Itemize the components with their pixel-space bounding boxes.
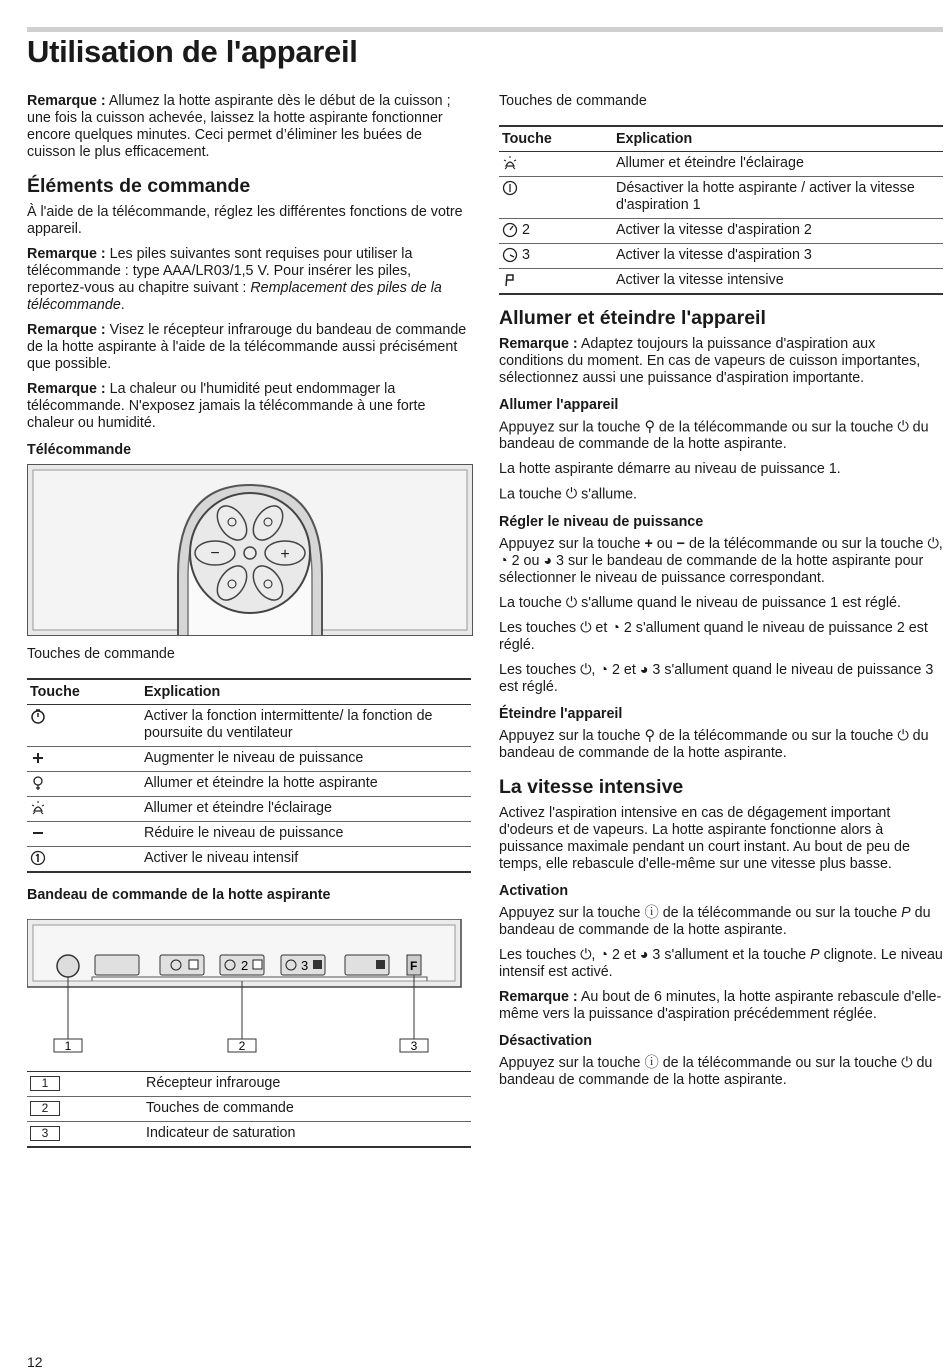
switch-on-text: Appuyez sur la touche ⚲ de la télécommande ou sur la touche ⏻ du bandeau de commande de la hotte aspirante. (499, 419, 929, 453)
power-icon: ⏻ (580, 661, 592, 678)
table-row: Allumer et éteindre l'éclairage (499, 152, 943, 177)
hood-on-icon (30, 775, 46, 791)
elements-text: À l'aide de la télécommande, réglez les différentes fonctions de votre appareil. (27, 204, 463, 237)
right-column (499, 93, 943, 1097)
speed2-icon: ◔ (599, 946, 608, 963)
col-header-key: Touche (499, 126, 613, 152)
table-row: 3 Indicateur de saturation (27, 1122, 471, 1148)
power-icon: ⏻ (565, 486, 578, 503)
page-title: Utilisation de l'appareil (27, 34, 358, 69)
remote-figure (27, 464, 473, 636)
note-infrared: Remarque : Visez le récepteur infrarouge du bandeau de commande de la hotte aspirante à l'aide de la télécommande aussi précisément que possible. (27, 322, 467, 372)
heading-remote: Télécommande (27, 442, 132, 458)
table-row: Activer la vitesse intensive (499, 269, 943, 295)
timer-icon (30, 708, 46, 724)
heading-set-level: Régler le niveau de puissance (499, 513, 704, 530)
intensive-p-icon: P (810, 946, 820, 963)
speed2-icon (502, 222, 518, 238)
level3-text: Les touches ⏻, ◔ 2 et ◕ 3 s'allument quand le niveau de puissance 3 est réglé. (499, 661, 934, 695)
speed2-icon: ◔ (499, 552, 508, 569)
table-row: Désactiver la hotte aspirante / activer la vitesse d'aspiration 1 (499, 177, 943, 219)
intensive-icon (30, 850, 46, 866)
page-number: 12 (27, 1354, 43, 1370)
hood-on-icon: ⚲ (644, 727, 655, 744)
remote-minus-label: − (210, 545, 220, 562)
light-icon (502, 155, 518, 171)
power-icon: ⏻ (580, 619, 592, 636)
caption-panel-keys: Touches de commande (499, 93, 647, 109)
panel-speed2-label: 2 (241, 958, 249, 973)
table-row: Activer le niveau intensif (27, 847, 471, 873)
power-icon: ⏻ (565, 594, 578, 611)
table-row: 2 Touches de commande (27, 1097, 471, 1122)
activation-status: Les touches ⏻, ◔ 2 et ◕ 3 s'allument et la touche P clignote. Le niveau intensif est activé. (499, 946, 943, 980)
hood-on-icon: ⚲ (644, 419, 655, 435)
note-batteries: Remarque : Les piles suivantes sont requises pour utiliser la télécommande : type AAA/LR03/1,5 V. Pour insérer les piles, reportez-vous au chapitre suivant : Remplacement des piles de la télécommande. (27, 246, 442, 313)
heading-activation: Activation (499, 882, 569, 899)
heading-intensive: La vitesse intensive (499, 775, 684, 798)
table-row: Augmenter le niveau de puissance (27, 747, 471, 772)
speed2-icon: ◔ (599, 661, 608, 678)
table-row: Allumer et éteindre l'éclairage (27, 797, 471, 822)
switch-off-text: Appuyez sur la touche ⚲ de la télécommande ou sur la touche ⏻ du bandeau de commande de la hotte aspirante. (499, 727, 929, 761)
note-6min: Remarque : Au bout de 6 minutes, la hotte aspirante rebascule d'elle-même vers la puissance d'aspiration précédemment réglée. (499, 988, 942, 1022)
panel-light-button (95, 955, 139, 975)
plus-icon (30, 750, 46, 766)
intensive-icon: ⓘ (644, 1054, 659, 1071)
activation-text: Appuyez sur la touche ⓘ de la télécommande ou sur la touche P du bandeau de commande de la hotte aspirante. (499, 904, 931, 938)
heading-panel: Bandeau de commande de la hotte aspirante (27, 887, 331, 903)
light-icon (30, 800, 46, 816)
level1-text: La touche ⏻ s'allume quand le niveau de puissance 1 est réglé. (499, 594, 901, 611)
remote-illustration (28, 465, 472, 635)
panel-keys-table (499, 125, 943, 295)
heading-on-off: Allumer et éteindre l'appareil (499, 307, 766, 329)
top-rule (27, 27, 943, 32)
speed3-icon: ◕ (639, 661, 649, 678)
speed2-icon: ◔ (611, 619, 620, 636)
col-header-key: Touche (27, 679, 141, 705)
power-icon: ⏻ (927, 535, 939, 552)
intensive-icon: ⓘ (644, 904, 659, 921)
table-row: 2 Activer la vitesse d'aspiration 2 (499, 219, 943, 244)
intensive-p-icon: P (901, 904, 911, 921)
minus-icon: − (676, 535, 686, 552)
note-power: Remarque : Adaptez toujours la puissance d'aspiration aux conditions du moment. En cas de vapeurs de cuisson importantes, sélectionnez aussi une puissance d'aspiration importante. (499, 336, 921, 386)
callout-2: 2 (238, 1039, 246, 1053)
switch-on-lit: La touche ⏻ s'allume. (499, 486, 638, 503)
remote-plus-label: + (280, 546, 290, 563)
ir-receiver (57, 955, 79, 977)
panel-speed3-label: 3 (301, 958, 309, 973)
power-icon: ⏻ (901, 1054, 913, 1071)
left-column (27, 93, 471, 1148)
intensive-p-icon (502, 272, 518, 288)
level2-text: Les touches ⏻ et ◔ 2 s'allument quand le niveau de puissance 2 est réglé. (499, 619, 928, 653)
intensive-text: Activez l'aspiration intensive en cas de dégagement important d'odeurs et de vapeurs. La hotte aspirante fonctionne alors à puissance maximale pendant un court instant. Au bout de peu de temps, elle rebascule d'elle-même sur une vitesse plus basse. (499, 804, 910, 872)
table-row: 1 Récepteur infrarouge (27, 1072, 471, 1097)
speed3-icon (502, 247, 518, 263)
minus-icon (30, 825, 46, 841)
power-icon: ⏻ (897, 419, 909, 435)
table-row: Réduire le niveau de puissance (27, 822, 471, 847)
power-icon: ⏻ (897, 727, 909, 744)
panel-illustration (27, 919, 471, 1069)
heading-switch-off: Éteindre l'appareil (499, 705, 623, 722)
heading-elements: Éléments de commande (27, 175, 251, 197)
set-level-text: Appuyez sur la touche + ou − de la télécommande ou sur la touche ⏻, ◔ 2 ou ◕ 3 sur le bandeau de commande de la hotte aspirante pour sélectionner le niveau de puissance correspondant. (499, 535, 943, 586)
heading-deactivation: Désactivation (499, 1032, 592, 1049)
intro-note: Remarque : Allumez la hotte aspirante dès le début de la cuisson ; une fois la cuisson achevée, laissez la hotte aspirante fonctionner encore quelques minutes. Ceci permet d’éliminer les buées de cuisson le plus efficacement. (27, 93, 451, 160)
callout-1: 1 (64, 1039, 72, 1053)
panel-legend-table (27, 1071, 471, 1148)
saturation-label: F (410, 959, 418, 973)
speed3-icon: ◕ (543, 552, 553, 569)
col-header-explanation: Explication (141, 679, 471, 705)
switch-on-level: La hotte aspirante démarre au niveau de puissance 1. (499, 461, 841, 478)
col-header-explanation: Explication (613, 126, 943, 152)
power-icon (502, 180, 518, 196)
heading-switch-on: Allumer l'appareil (499, 397, 619, 413)
callout-3: 3 (410, 1039, 418, 1053)
power-icon: ⏻ (580, 946, 592, 963)
note-heat: Remarque : La chaleur ou l'humidité peut endommager la télécommande. N'exposez jamais la télécommande à une forte chaleur ou humidité. (27, 381, 426, 431)
table-row: Activer la fonction intermittente/ la fonction de poursuite du ventilateur (27, 705, 471, 747)
panel-figure (27, 919, 471, 1069)
table-row: Allumer et éteindre la hotte aspirante (27, 772, 471, 797)
caption-remote-keys: Touches de commande (27, 646, 175, 662)
remote-keys-table (27, 678, 471, 873)
plus-icon: + (644, 535, 653, 552)
deactivation-text: Appuyez sur la touche ⓘ de la télécommande ou sur la touche ⏻ du bandeau de commande de la hotte aspirante. (499, 1054, 933, 1088)
speed3-icon: ◕ (639, 946, 649, 963)
table-row: 3 Activer la vitesse d'aspiration 3 (499, 244, 943, 269)
